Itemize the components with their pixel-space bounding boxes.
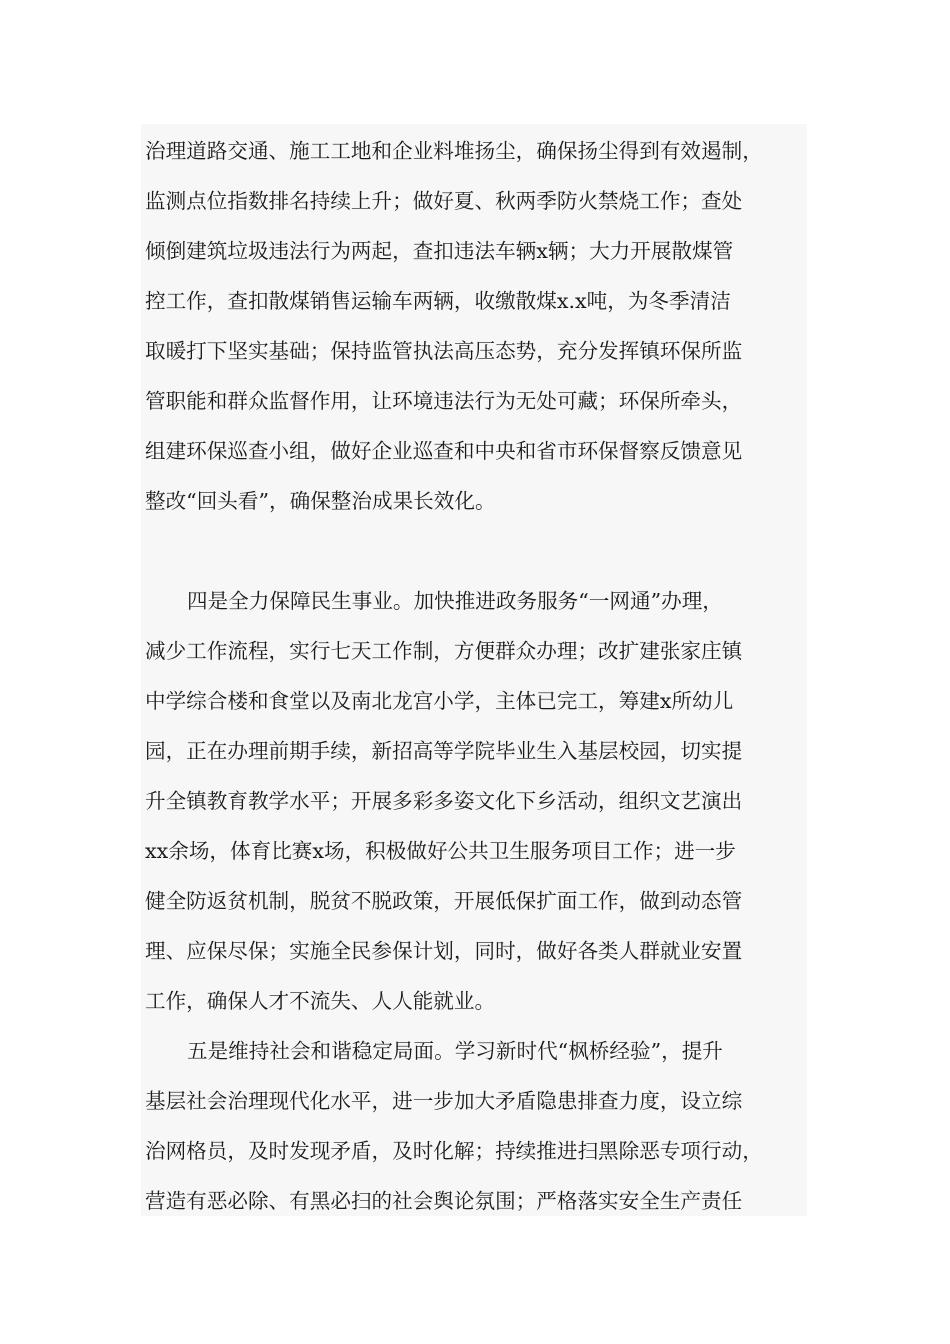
- paragraph-stability: [141, 1026, 807, 1226]
- text-line: 管职能和群众监督作用，让环境违法行为无处可藏；环保所牵头，: [145, 389, 743, 413]
- paragraph-environment: [141, 126, 807, 526]
- text-line: 基层社会治理现代化水平，进一步加大矛盾隐患排查力度，设立综: [145, 1089, 743, 1113]
- text-line: 健全防返贫机制，脱贫不脱政策，开展低保扩面工作，做到动态管: [145, 889, 743, 913]
- text-line: 控工作，查扣散煤销售运输车两辆，收缴散煤x.x吨，为冬季清洁: [145, 289, 731, 313]
- text-line: 治理道路交通、施工工地和企业料堆扬尘，确保扬尘得到有效遏制，: [145, 139, 763, 163]
- paragraph-livelihood: [141, 576, 807, 1026]
- text-line: 倾倒建筑垃圾违法行为两起，查扣违法车辆x辆；大力开展散煤管: [145, 239, 734, 263]
- text-line: 理、应保尽保；实施全民参保计划，同时，做好各类人群就业安置: [145, 939, 743, 963]
- document-body: [141, 124, 807, 1216]
- text-line: 组建环保巡查小组，做好企业巡查和中央和省市环保督察反馈意见: [145, 439, 743, 463]
- text-line: 监测点位指数排名持续上升；做好夏、秋两季防火禁烧工作；查处: [145, 189, 743, 213]
- text-line: 取暖打下坚实基础；保持监管执法高压态势，充分发挥镇环保所监: [145, 339, 743, 363]
- text-line: 中学综合楼和食堂以及南北龙宫小学，主体已完工，筹建x所幼儿: [145, 689, 734, 713]
- text-line: 升全镇教育教学水平；开展多彩多姿文化下乡活动，组织文艺演出: [145, 789, 743, 813]
- text-line: xx余场，体育比赛x场，积极做好公共卫生服务项目工作；进一步: [145, 839, 736, 863]
- text-line: 营造有恶必除、有黑必扫的社会舆论氛围；严格落实安全生产责任: [145, 1189, 743, 1213]
- text-line: 减少工作流程，实行七天工作制，方便群众办理；改扩建张家庄镇: [145, 639, 743, 663]
- text-line: 四是全力保障民生事业。加快推进政务服务“一网通”办理，: [187, 589, 723, 613]
- text-line: 工作，确保人才不流失、人人能就业。: [145, 989, 496, 1013]
- text-line: 园，正在办理前期手续，新招高等学院毕业生入基层校园，切实提: [145, 739, 743, 763]
- text-line: 整改“回头看”，确保整治成果长效化。: [145, 489, 496, 513]
- text-line: 治网格员，及时发现矛盾，及时化解；持续推进扫黑除恶专项行动，: [145, 1139, 763, 1163]
- text-line: 五是维持社会和谐稳定局面。学习新时代“枫桥经验”，提升: [187, 1039, 723, 1063]
